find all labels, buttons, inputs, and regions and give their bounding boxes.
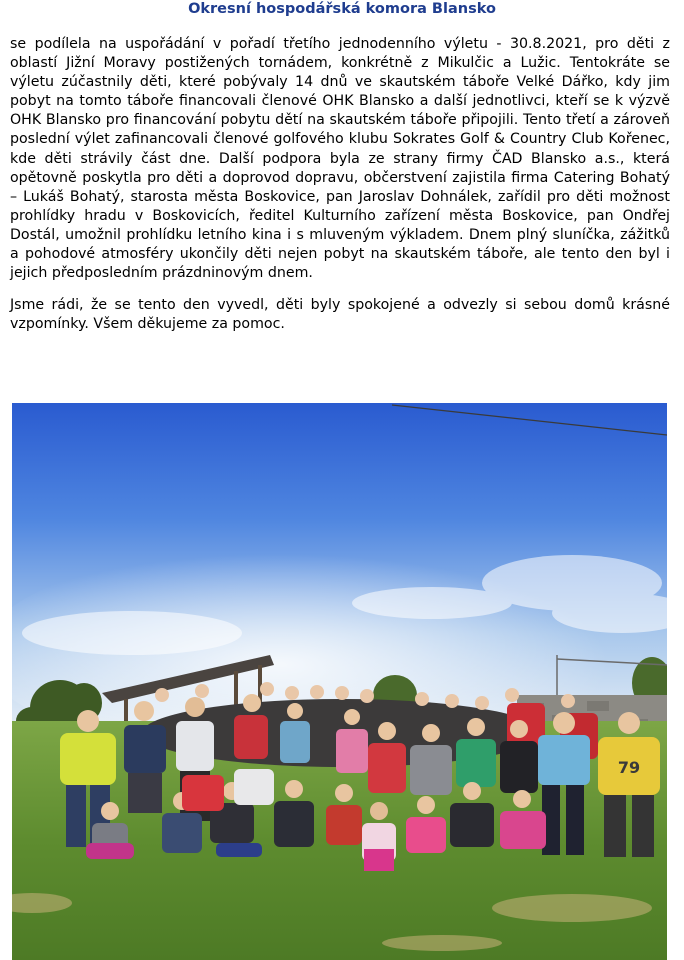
group-photo bbox=[12, 403, 667, 960]
article-paragraph: Jsme rádi, že se tento den vyvedl, děti byly spokojené a odvezly si sebou domů krásné vzpomínky. Všem děkujeme za pomoc. bbox=[10, 297, 670, 333]
article-body bbox=[10, 35, 670, 334]
article-paragraph: se podílela na uspořádání v pořadí třetího jednodenního výletu - 30.8.2021, pro děti z oblastí Jižní Moravy postižených tornádem, konkrétně z Mikulčic a Lužic. Tentokráte se výletu zúčastnily děti, které pobývaly 14 dnů ve skautském táboře Velké Dářko, kdy jim pobyt na tomto táboře financovali členové OHK Blansko a další jednotlivci, kteří se k výzvě OHK Blansko pro financování pobytu dětí na skautském táboře připojili. Tento třetí a zároveň poslední výlet zafinancovali členové golfového klubu Sokrates Golf & Country Club Kořenec, kde děti strávily část dne. Další podpora byla ze strany firmy ČAD Blansko a.s., která opětovně poskytla pro děti a doprovod dopravu, občerstvení zajistila firma Catering Bohatý – Lukáš Bohatý, starosta města Boskovice, pan Jaroslav Dohnálek, zařídil pro děti možnost prohlídky hradu v Boskovicích, ředitel Kulturního zařízení města Boskovice, pan Ondřej Dostál, umožnil prohlídku letního kina i s mluveným výkladem. Dnem plný sluníčka, zážitků a pohodové atmosféry ukončily děti nejen pobyt na skautském táboře, ale tento den byl i jejich předposledním prázdninovým dnem. bbox=[10, 36, 670, 282]
page-title: Okresní hospodářská komora Blansko bbox=[188, 1, 496, 17]
shirt-number: 79 bbox=[617, 758, 641, 777]
